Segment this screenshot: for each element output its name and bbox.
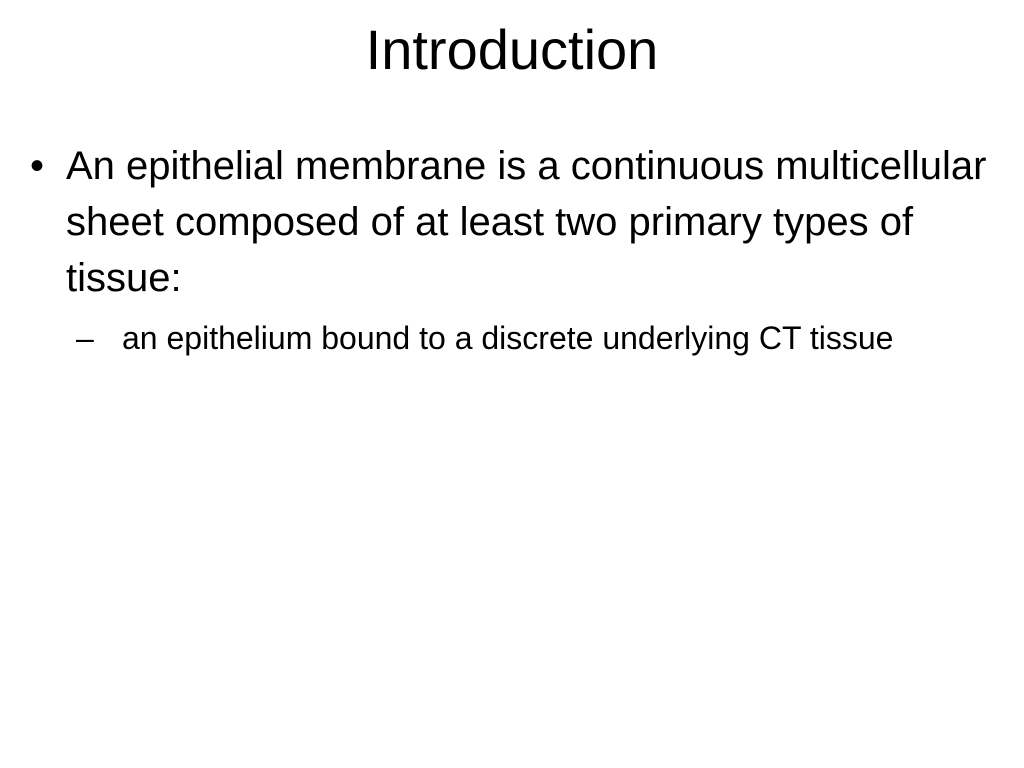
sub-bullet-item xyxy=(76,316,990,361)
bullet-item xyxy=(30,138,990,361)
slide-title: Introduction xyxy=(365,18,659,81)
dash-marker: – xyxy=(76,320,94,356)
sub-bullet-text: an epithelium bound to a discrete underlying CT tissue xyxy=(122,320,894,356)
bullet-marker: • xyxy=(30,144,45,188)
bullet-text: An epithelial membrane is a continuous multicellular sheet composed of at least two primary types of tissue: xyxy=(66,144,987,300)
sub-bullet-list xyxy=(66,316,990,361)
bullet-list xyxy=(30,138,990,361)
